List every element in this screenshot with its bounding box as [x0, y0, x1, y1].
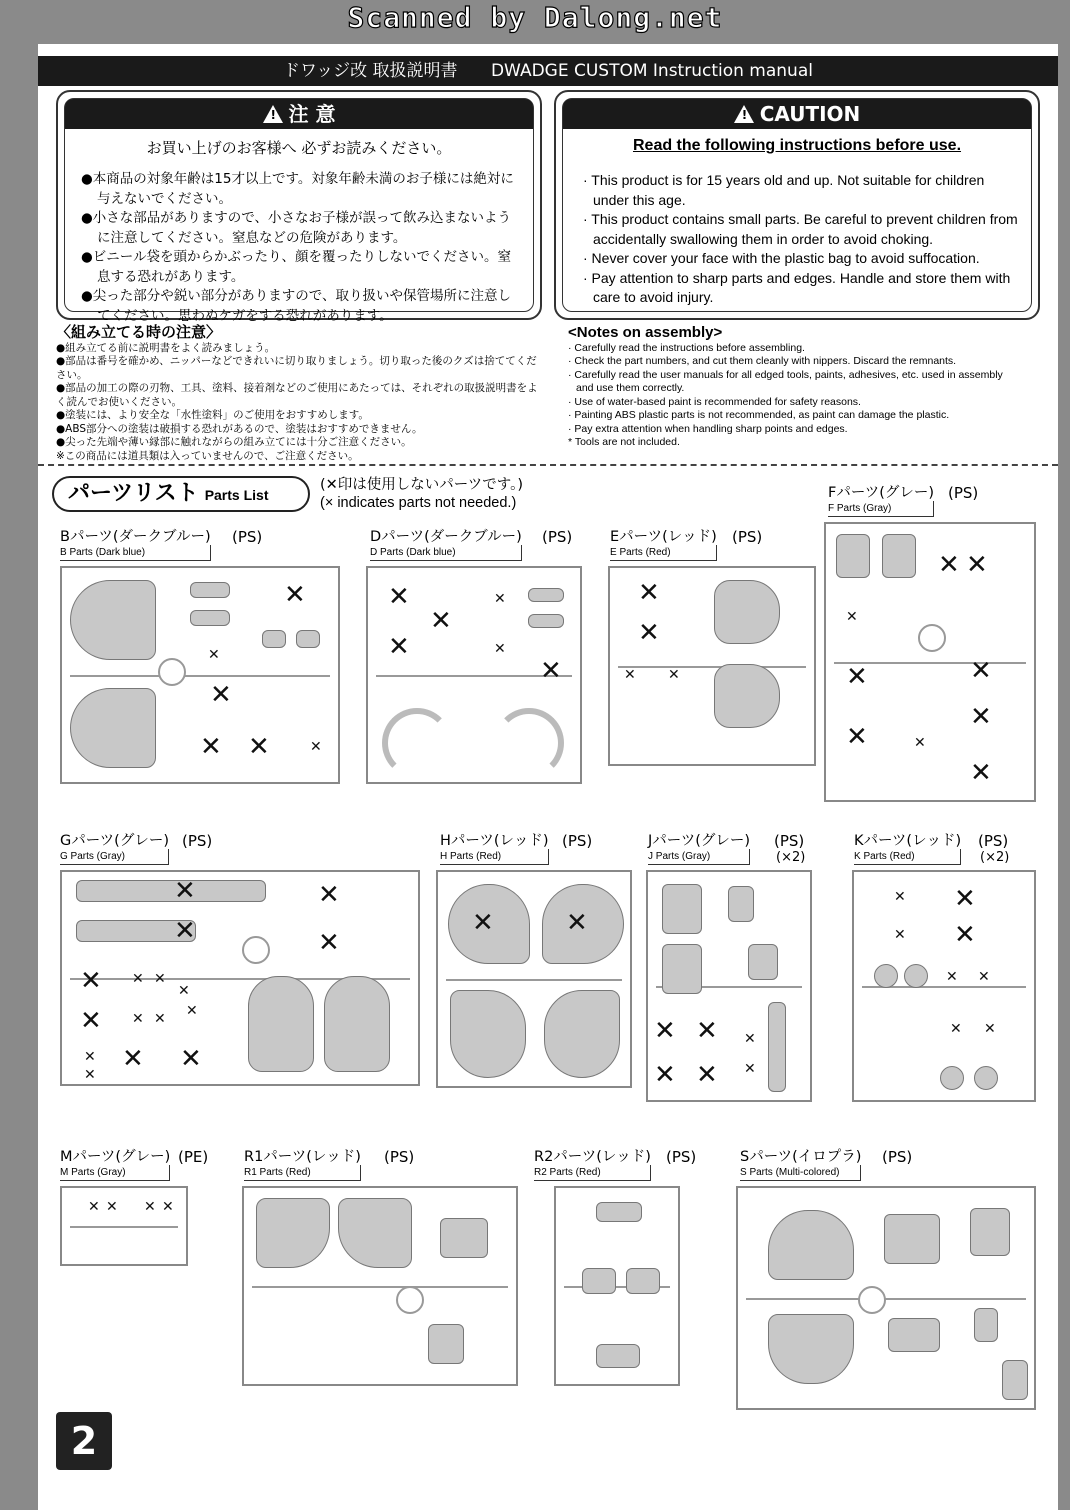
unused-part-marker: ✕ [978, 969, 990, 985]
unused-part-marker: ✕ [200, 732, 222, 762]
assembly-notes-en [568, 326, 1008, 450]
runner-label-r1: R1パーツ(レッド) R1 Parts (Red) (PS) [244, 1150, 361, 1181]
part-j5 [748, 944, 778, 980]
caution-item-jp: ●本商品の対象年齢は15才以上です。対象年齢未満のお子様には絶対に与えないでください。 [81, 171, 514, 207]
part-b3 [190, 582, 230, 598]
runner-e [608, 566, 816, 766]
part-b6 [262, 630, 286, 648]
part-s19 [1002, 1360, 1028, 1400]
note-item-jp: ※この商品には道具類は入っていませんので、ご注意ください。 [56, 449, 359, 462]
assembly-notes-jp [56, 323, 546, 463]
unused-part-marker: ✕ [846, 662, 868, 692]
part-s6 [768, 1210, 854, 1280]
unused-part-marker: ✕ [744, 1031, 756, 1047]
runner-m [60, 1186, 188, 1266]
unused-part-marker: ✕ [638, 618, 660, 648]
part-h3 [450, 990, 526, 1078]
part-g16 [324, 976, 390, 1072]
part-k [874, 964, 898, 988]
section-divider [38, 464, 1058, 466]
parts-list-note-en: (× indicates parts not needed.) [320, 495, 517, 511]
runner-gate-hub [396, 1286, 424, 1314]
runner-h [436, 870, 632, 1088]
unused-part-marker: ✕ [954, 920, 976, 950]
note-item-jp: ●塗装には、より安全な「水性塗料」のご使用をおすすめします。 [56, 409, 369, 421]
runner-label-r2: R2パーツ(レッド) R2 Parts (Red) (PS) [534, 1150, 651, 1181]
unused-part-marker: ✕ [284, 580, 306, 610]
runner-label-m: Mパーツ(グレー) M Parts (Gray) (PE) [60, 1150, 170, 1181]
runner-label-s: Sパーツ(イロプラ) S Parts (Multi-colored) (PS) [740, 1150, 861, 1181]
part-k [974, 1066, 998, 1090]
unused-part-marker: ✕ [914, 735, 926, 751]
unused-part-marker: ✕ [388, 582, 410, 612]
unused-part-marker: ✕ [162, 1199, 174, 1215]
part-d9 [494, 708, 564, 778]
parts-list-note [320, 476, 523, 512]
unused-part-marker: ✕ [132, 1011, 144, 1027]
runner-label-b: Bパーツ(ダークブルー) B Parts (Dark blue) (PS) [60, 530, 211, 561]
runner-label-e: Eパーツ(レッド) E Parts (Red) (PS) [610, 530, 717, 561]
part-b2 [70, 688, 156, 768]
caution-title-jp: !注 意 [65, 99, 533, 129]
part-r1-12 [440, 1218, 488, 1258]
unused-part-marker: ✕ [106, 1199, 118, 1215]
part-r1-11 [338, 1198, 412, 1268]
unused-part-marker: ✕ [174, 876, 196, 906]
part-k [940, 1066, 964, 1090]
runner-label-f: Fパーツ(グレー) F Parts (Gray) (PS) [828, 486, 934, 517]
unused-part-marker: ✕ [472, 908, 494, 938]
unused-part-marker: ✕ [668, 667, 680, 683]
unused-part-marker: ✕ [540, 656, 562, 686]
unused-part-marker: ✕ [388, 632, 410, 662]
runner-s [736, 1186, 1036, 1410]
unused-part-marker: ✕ [946, 969, 958, 985]
caution-subtitle-en: Read the following instructions before use. [632, 137, 962, 154]
part-s8 [768, 1314, 854, 1384]
runner-j [646, 870, 812, 1102]
unused-part-marker: ✕ [494, 641, 506, 657]
runner-d [366, 566, 582, 784]
caution-item-en: · Pay attention to sharp parts and edges. Handle and store them with care to avoid injury. [583, 269, 1011, 305]
unused-part-marker: ✕ [624, 667, 636, 683]
unused-part-marker: ✕ [950, 1021, 962, 1037]
unused-part-marker: ✕ [80, 966, 102, 996]
unused-part-marker: ✕ [430, 606, 452, 636]
unused-part-marker: ✕ [180, 1044, 202, 1074]
page-number: 2 [56, 1412, 112, 1470]
unused-part-marker: ✕ [696, 1060, 718, 1090]
scan-watermark: Scanned by Dalong.net [347, 1, 723, 34]
unused-part-marker: ✕ [966, 550, 988, 580]
caution-item-en: · Never cover your face with the plastic bag to avoid suffocation. [583, 250, 980, 266]
part-r2-4 [626, 1268, 660, 1294]
unused-part-marker: ✕ [846, 609, 858, 625]
caution-box-en [554, 90, 1040, 320]
runner-gate-hub [158, 658, 186, 686]
part-r2-16 [596, 1344, 640, 1368]
note-item-en: · Carefully read the instructions before assembling. [568, 341, 805, 354]
caution-list-en [581, 171, 1021, 308]
runner-label-j: Jパーツ(グレー) J Parts (Gray) (PS) (×2) [648, 832, 806, 865]
unused-part-marker: ✕ [938, 550, 960, 580]
note-item-en: · Painting ABS plastic parts is not recommended, as paint can damage the plastic. [568, 409, 950, 421]
runner-label-g: Gパーツ(グレー) G Parts (Gray) (PS) [60, 834, 169, 865]
part-r1-6 [428, 1324, 464, 1364]
runner-label-d: Dパーツ(ダークブルー) D Parts (Dark blue) (PS) [370, 530, 522, 561]
caution-item-jp: ●尖った部分や鋭い部分がありますので、取り扱いや保管場所に注意してください。思わぬケガをする恐れがあります。 [81, 288, 512, 324]
caution-item-en: · This product contains small parts. Be careful to prevent children from accidentally swallowing them in order to avoid choking. [583, 211, 1018, 247]
unused-part-marker: ✕ [88, 1199, 100, 1215]
unused-part-marker: ✕ [984, 1021, 996, 1037]
part-g15 [248, 976, 314, 1072]
notes-title-en: <Notes on assembly> [568, 324, 723, 341]
part-h4 [544, 990, 620, 1078]
note-item-jp: ●部品は番号を確かめ、ニッパーなどできれいに切り取りましょう。切り取った後のクズは捨ててください。 [56, 355, 537, 381]
part-j15 [768, 1002, 786, 1092]
unused-part-marker: ✕ [208, 647, 220, 663]
unused-part-marker: ✕ [894, 889, 906, 905]
runner-label-h: Hパーツ(レッド) H Parts (Red) (PS) [440, 834, 549, 865]
unused-part-marker: ✕ [186, 1003, 198, 1019]
note-item-jp: ●尖った先端や薄い縁部に触れながらの組み立てには十分ご注意ください。 [56, 436, 412, 448]
note-item-jp: ●ABS部分への塗装は破損する恐れがあるので、塗装はおすすめできません。 [56, 422, 423, 435]
unused-part-marker: ✕ [84, 1067, 96, 1083]
caution-item-jp: ●小さな部品がありますので、小さなお子様が誤って飲み込まないように注意してください。窒息などの危険があります。 [81, 210, 512, 246]
runner-gate-hub [858, 1286, 886, 1314]
parts-list-note-jp: (✕印は使用しないパーツです。) [320, 477, 523, 493]
runner-g [60, 870, 420, 1086]
unused-part-marker: ✕ [970, 702, 992, 732]
part-b3 [190, 610, 230, 626]
unused-part-marker: ✕ [122, 1044, 144, 1074]
caution-title-en: !CAUTION [563, 99, 1031, 129]
note-item-en: · Check the part numbers, and cut them cleanly with nippers. Discard the remnants. [568, 355, 957, 367]
unused-part-marker: ✕ [144, 1199, 156, 1215]
part-r1-10 [256, 1198, 330, 1268]
unused-part-marker: ✕ [178, 983, 190, 999]
note-item-jp: ●組み立てる前に説明書をよく読みましょう。 [56, 341, 276, 354]
caution-subtitle-jp: お買い上げのお客様へ 必ずお読みください。 [146, 139, 452, 157]
part-g14 [76, 876, 266, 906]
note-item-jp: ●部品の加工の際の刃物、工具、塗料、接着剤などのご使用にあたっては、それぞれの取扱説明書をよく読んでお使いください。 [56, 382, 538, 408]
manual-header [38, 56, 1058, 86]
part-j1 [662, 884, 702, 934]
unused-part-marker: ✕ [696, 1016, 718, 1046]
header-title-en: DWADGE CUSTOM Instruction manual [490, 61, 813, 81]
warning-icon [263, 105, 283, 123]
unused-part-marker: ✕ [174, 916, 196, 946]
unused-part-marker: ✕ [132, 971, 144, 987]
unused-part-marker: ✕ [954, 884, 976, 914]
part-d5 [528, 614, 564, 628]
unused-part-marker: ✕ [970, 656, 992, 686]
caution-box-jp [56, 90, 542, 324]
warning-icon [734, 105, 754, 123]
unused-part-marker: ✕ [84, 1049, 96, 1065]
header-title-jp: ドワッジ改 取扱説明書 [283, 61, 458, 81]
unused-part-marker: ✕ [154, 1011, 166, 1027]
unused-part-marker: ✕ [494, 591, 506, 607]
part-j3 [728, 886, 754, 922]
part-s18 [974, 1308, 998, 1342]
unused-part-marker: ✕ [310, 739, 322, 755]
note-item-en: · Carefully read the user manuals for all edged tools, paints, adhesives, etc. used in assembly and use them correctly. [568, 368, 1003, 394]
manual-page [38, 44, 1058, 1510]
unused-part-marker: ✕ [894, 927, 906, 943]
part-r2-3 [596, 1202, 642, 1222]
part-d5 [528, 588, 564, 602]
note-item-en: · Pay extra attention when handling sharp points and edges. [568, 422, 848, 435]
notes-title-jp: 〈組み立てる時の注意〉 [56, 323, 222, 341]
part-b1 [70, 580, 156, 660]
runner-gate-hub [918, 624, 946, 652]
part-k [904, 964, 928, 988]
unused-part-marker: ✕ [318, 928, 340, 958]
part-b7 [296, 630, 320, 648]
unused-part-marker: ✕ [248, 732, 270, 762]
unused-part-marker: ✕ [846, 722, 868, 752]
part-s9 [884, 1214, 940, 1264]
unused-part-marker: ✕ [80, 1006, 102, 1036]
runner-r2 [554, 1186, 680, 1386]
note-item-en: * Tools are not included. [568, 436, 680, 448]
caution-item-en: · This product is for 15 years old and up. Not suitable for children under this age. [583, 172, 985, 208]
part-d8 [382, 708, 452, 778]
unused-part-marker: ✕ [970, 758, 992, 788]
caution-item-jp: ●ビニール袋を頭からかぶったり、顔を覆ったりしないでください。窒息する恐れがあります。 [81, 249, 512, 285]
runner-b [60, 566, 340, 784]
parts-list-title: パーツリスト Parts List [52, 476, 310, 512]
unused-part-marker: ✕ [566, 908, 588, 938]
runner-k [852, 870, 1036, 1102]
unused-part-marker: ✕ [654, 1060, 676, 1090]
caution-list-jp [81, 170, 523, 326]
part-r2-6 [582, 1268, 616, 1294]
note-item-en: · Use of water-based paint is recommended for safety reasons. [568, 395, 861, 408]
unused-part-marker: ✕ [744, 1061, 756, 1077]
unused-part-marker: ✕ [210, 680, 232, 710]
part-f1 [836, 534, 870, 578]
part-e5 [714, 580, 780, 644]
part-s7 [888, 1318, 940, 1352]
unused-part-marker: ✕ [654, 1016, 676, 1046]
unused-part-marker: ✕ [318, 880, 340, 910]
part-f2 [882, 534, 916, 578]
unused-part-marker: ✕ [154, 971, 166, 987]
runner-f [824, 522, 1036, 802]
runner-r1 [242, 1186, 518, 1386]
part-j2 [662, 944, 702, 994]
part-s10 [970, 1208, 1010, 1256]
part-e6 [714, 664, 780, 728]
unused-part-marker: ✕ [638, 578, 660, 608]
runner-gate-hub [242, 936, 270, 964]
runner-label-k: Kパーツ(レッド) K Parts (Red) (PS) (×2) [854, 832, 1010, 865]
